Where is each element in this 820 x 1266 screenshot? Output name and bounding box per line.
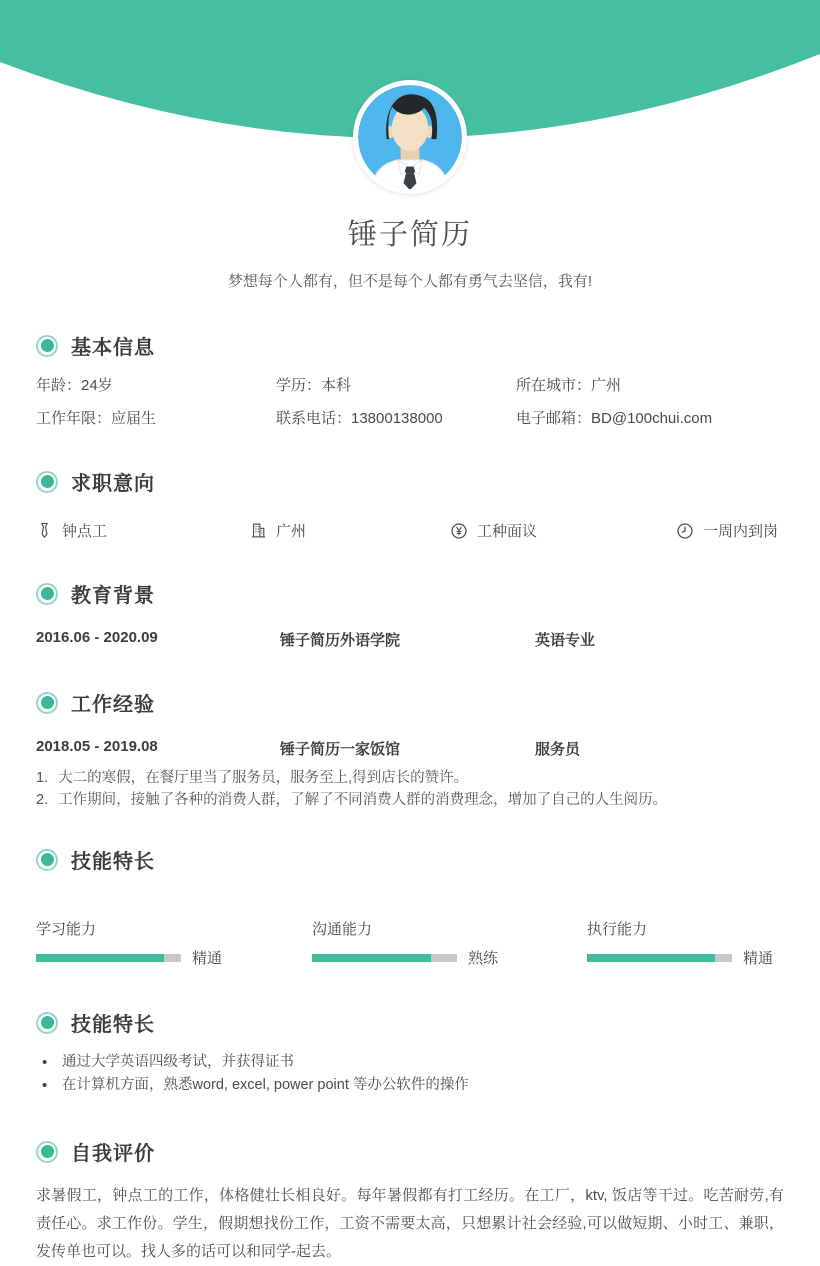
section-bullet-icon bbox=[36, 849, 58, 871]
work-detail-item bbox=[36, 767, 784, 789]
info-field: 学历：本科 bbox=[276, 377, 352, 394]
section-title: 自我评价 bbox=[71, 1143, 155, 1165]
info-field: 所在城市：广州 bbox=[516, 377, 622, 394]
intent-label: 工种面议 bbox=[477, 523, 538, 540]
list-number: 2. bbox=[36, 792, 49, 808]
progress-bar bbox=[36, 954, 181, 962]
section-header bbox=[36, 1008, 784, 1037]
avatar bbox=[353, 80, 467, 194]
skill-name: 学习能力 bbox=[36, 921, 97, 938]
list-number: 1. bbox=[36, 770, 49, 786]
info-field: 工作年限：应届生 bbox=[36, 410, 157, 427]
section-bullet-icon bbox=[36, 335, 58, 357]
avatar-illustration bbox=[358, 85, 462, 189]
section-title: 工作经验 bbox=[71, 694, 155, 716]
intent-salary bbox=[450, 520, 676, 541]
section-job-intent bbox=[36, 467, 784, 541]
skill-bullet-item: • 通过大学英语四级考试，并获得证书 bbox=[36, 1051, 784, 1074]
work-detail-text: 工作期间，接触了各种的消费人群，了解了不同消费人群的消费理念，增加了自己的人生阅历。 bbox=[58, 792, 668, 808]
section-header bbox=[36, 845, 784, 874]
page-title: 锤子简历 bbox=[347, 219, 472, 251]
banner bbox=[0, 0, 820, 200]
education-row bbox=[36, 629, 784, 650]
skill-bar-item bbox=[36, 918, 312, 968]
education-period: 2016.06 - 2020.09 bbox=[36, 629, 158, 646]
section-skill-list bbox=[36, 1008, 784, 1097]
work-row bbox=[36, 738, 784, 759]
section-title: 技能特长 bbox=[71, 851, 155, 873]
skill-bullet-item: • 在计算机方面，熟悉word, excel, power point 等办公软件的操作 bbox=[36, 1074, 784, 1097]
section-title: 教育背景 bbox=[71, 585, 155, 607]
skill-level: 精通 bbox=[743, 950, 774, 967]
section-bullet-icon bbox=[36, 471, 58, 493]
section-basic-info bbox=[36, 331, 784, 429]
section-title: 求职意向 bbox=[71, 473, 155, 495]
intent-position bbox=[36, 520, 250, 541]
section-education bbox=[36, 579, 784, 650]
skill-level: 熟练 bbox=[468, 950, 499, 967]
skill-level: 精通 bbox=[192, 950, 223, 967]
section-header bbox=[36, 579, 784, 608]
work-detail-text: 大二的寒假，在餐厅里当了服务员，服务至上,得到店长的赞许。 bbox=[58, 770, 469, 786]
intent-city bbox=[250, 520, 450, 541]
section-bullet-icon bbox=[36, 692, 58, 714]
section-self-evaluation bbox=[36, 1137, 784, 1266]
building-icon bbox=[250, 522, 267, 539]
skill-bar-item bbox=[312, 918, 587, 968]
skill-bar-item bbox=[587, 918, 784, 968]
basic-info-grid bbox=[36, 376, 784, 429]
skill-bullet-list bbox=[36, 1051, 784, 1097]
work-period: 2018.05 - 2019.08 bbox=[36, 738, 158, 755]
info-field: 联系电话：13800138000 bbox=[276, 410, 443, 427]
work-detail-item bbox=[36, 789, 784, 811]
skill-name: 沟通能力 bbox=[312, 921, 373, 938]
intent-label: 一周内到岗 bbox=[703, 523, 779, 540]
section-header bbox=[36, 331, 784, 360]
job-intent-row bbox=[36, 520, 784, 541]
work-company: 锤子简历一家饭馆 bbox=[280, 741, 401, 758]
intent-label: 广州 bbox=[276, 523, 307, 540]
tie-icon bbox=[36, 522, 53, 539]
education-school: 锤子简历外语学院 bbox=[280, 632, 401, 649]
intent-availability bbox=[676, 520, 784, 541]
skill-name: 执行能力 bbox=[587, 921, 648, 938]
clock-icon bbox=[676, 522, 694, 540]
progress-bar bbox=[587, 954, 732, 962]
section-title: 技能特长 bbox=[71, 1014, 155, 1036]
info-field: 年龄：24岁 bbox=[36, 377, 113, 394]
section-work-experience bbox=[36, 688, 784, 811]
page-subtitle: 梦想每个人都有，但不是每个人都有勇气去坚信，我有! bbox=[227, 273, 593, 290]
info-field: 电子邮箱：BD@100chui.com bbox=[516, 410, 713, 427]
section-header bbox=[36, 467, 784, 496]
section-header bbox=[36, 688, 784, 717]
intent-label: 钟点工 bbox=[62, 523, 108, 540]
yen-icon bbox=[450, 522, 468, 540]
section-bullet-icon bbox=[36, 583, 58, 605]
education-major: 英语专业 bbox=[535, 632, 596, 649]
section-title: 基本信息 bbox=[71, 337, 155, 359]
section-header bbox=[36, 1137, 784, 1166]
section-bullet-icon bbox=[36, 1141, 58, 1163]
content bbox=[0, 331, 820, 1266]
work-role: 服务员 bbox=[535, 741, 581, 758]
progress-bar bbox=[312, 954, 457, 962]
skill-bars-grid bbox=[36, 918, 784, 968]
self-evaluation-text: 求暑假工，钟点工的工作，体格健壮长相良好。每年暑假都有打工经历。在工厂，ktv, 饭店等干过。吃苦耐劳,有责任心。求工作份。学生，假期想找份工作，工资不需要太高，只想累计社会经验,可以做短期、小时工、兼职，发传单也可以。找人多的话可以和同学-起去。 bbox=[36, 1187, 784, 1260]
section-skill-bars bbox=[36, 845, 784, 968]
work-details bbox=[36, 767, 784, 811]
section-bullet-icon bbox=[36, 1012, 58, 1034]
